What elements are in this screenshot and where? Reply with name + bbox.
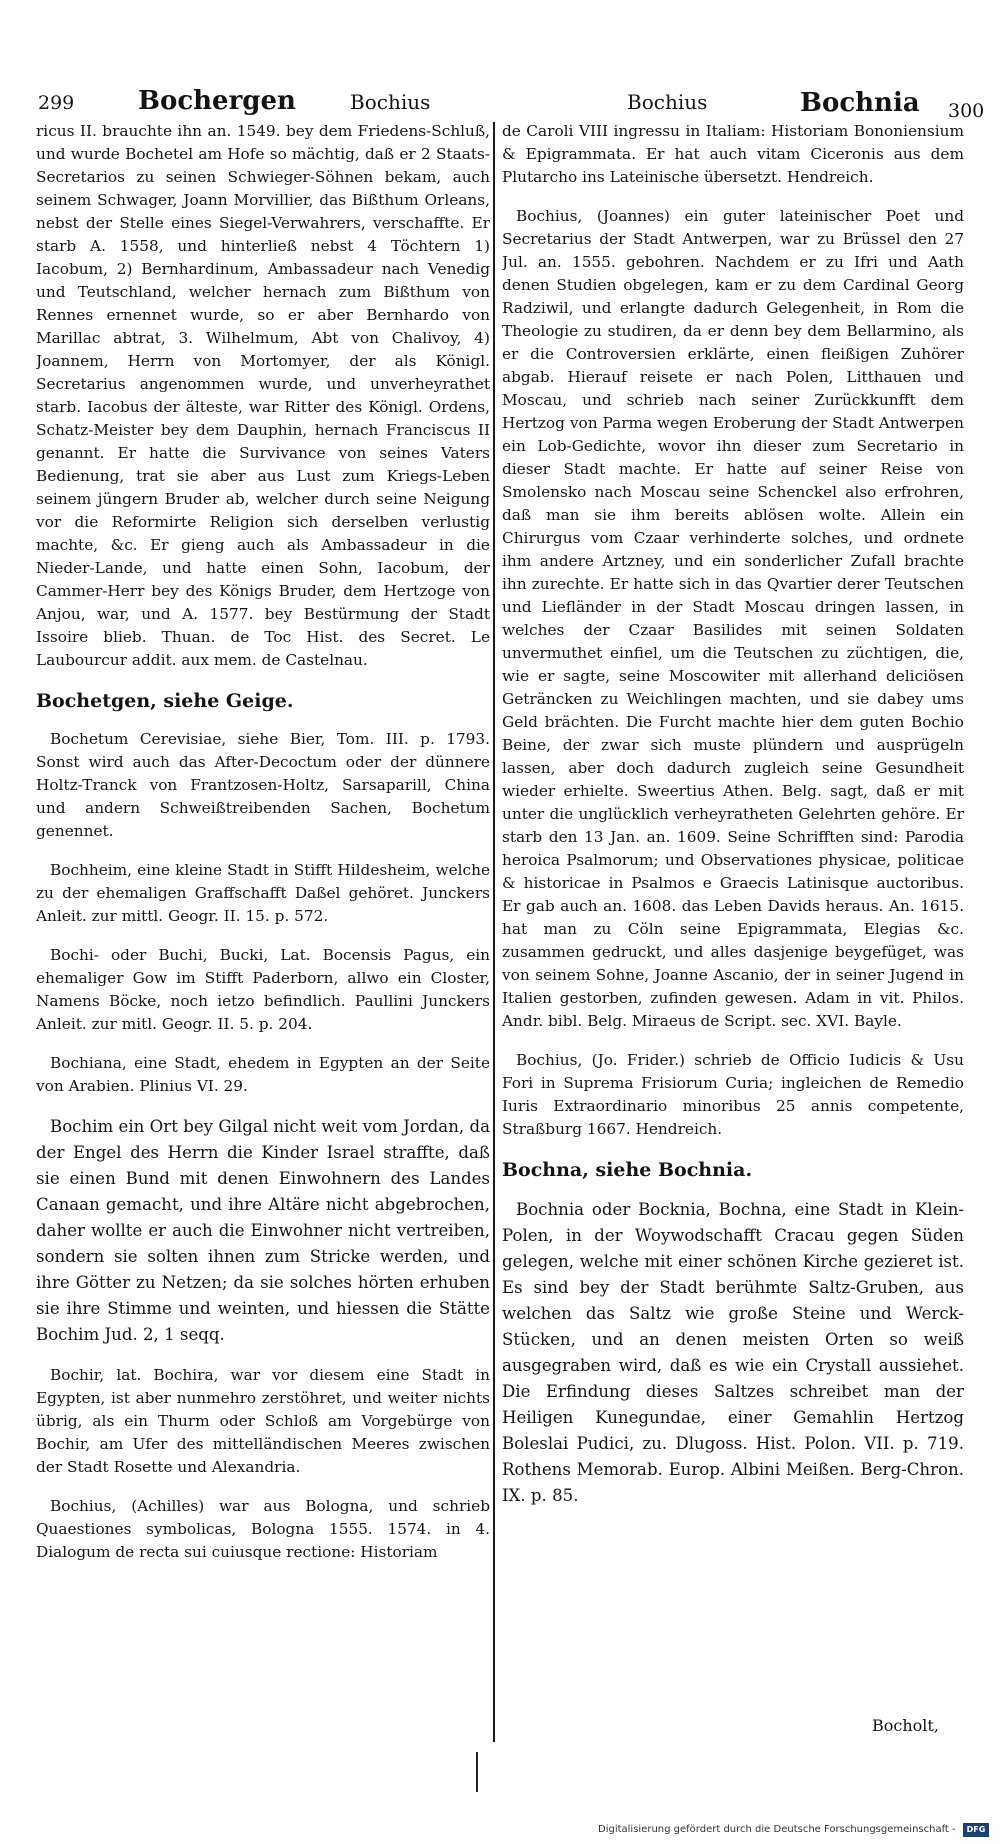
lexicon-entry: Bochi- oder Buchi, Bucki, Lat. Bocensis Pagus, ein ehemaliger Gow im Stifft Paderborn, allwo ein Closter, Namens Böcke, noch ietzo befindlich. Paullini Junckers Anleit. zur mitl. Geogr. II. 5. p. 204. — [36, 946, 490, 1033]
lexicon-entry: Bochir, lat. Bochira, war vor diesem eine Stadt in Egypten, ist aber nunmehro zerstöhret, und weiter nichts übrig, als ein Thurm oder Schloß am Vorgebürge von Bochir, am Ufer des mittelländischen Meeres zwischen der Stadt Rosette und Alexandria. — [36, 1366, 490, 1476]
running-head-left-word: Bochius — [350, 90, 431, 114]
cross-reference-heading: Bochetgen, siehe Geige. — [36, 690, 294, 712]
margin-stroke — [476, 1752, 478, 1792]
lexicon-entry: de Caroli VIII ingressu in Italiam: Historiam Bononiensium & Epigrammata. Er hat auch vitam Ciceronis aus dem Plutarcho ins Lateinische übersetzt. Hendreich. — [502, 122, 964, 186]
lexicon-entry: Bochius, (Joannes) ein guter lateinischer Poet und Secretarius der Stadt Antwerpen, war zu Brüssel den 27 Jul. an. 1555. gebohren. Nachdem er zu Ifri und Aath denen Studien obgelegen, kam er zu dem Cardinal Georg Radziwil, und erlangte dadurch Gelegenheit, in Rom die Theologie zu studiren, da er denn bey dem Bellarmino, als er die Controversien erklärte, einen fleißigen Zuhörer abgab. Hierauf reisete er nach Polen, Litthauen und Moscau, und schrieb nach seiner Zurückkunfft dem Hertzog von Parma wegen Eroberung der Stadt Antwerpen ein Lob-Gedichte, wovor ihn dieser zum Secretario in dieser Stadt machte. Er hatte auf seiner Reise von Smolensko nach Moscau seine Schenckel also erfrohren, daß man sie ihm bereits ablösen wolte. Allein ein Chirurgus vom Czaar verhinderte solches, und ordnete ihm andere Artzney, und ein sonderlicher Zufall brachte ihn zurechte. Er hatte sich in das Qvartier derer Teutschen und Liefländer in der Stadt Moscau dringen lassen, in welches der Czaar Basilides mit seinen Soldaten unvermuthet einfiel, um die Teutschen zu züchtigen, die, wie er sagte, seine Moscowiter mit allerhand deliciösen Geträncken zu Weichlingen machten, und sie dabey ums Geld brächten. Die Furcht machte hier dem guten Bochio Beine, der zwar sich muste plündern und ausprügeln lassen, aber doch dadurch zugleich seine Gesundheit wieder erhielte. Sweertius Athen. Belg. sagt, daß er mit unter die unglücklich verheyratheten Gelehrten gehöre. Er starb den 13 Jan. an. 1609. Seine Schrifften sind: Parodia heroica Psalmorum; und Observationes physicae, politicae & historicae in Psalmos e Graecis Latinisque auctoribus. Er gab auch an. 1608. das Leben Davids heraus. An. 1615. hat man zu Cöln seine Epigrammata, Elegias &c. zusammen gedruckt, und alles dasjenige beygefüget, was von seinem Sohne, Joanne Ascanio, der in seiner Jugend in Italien gestorben, zufinden gewesen. Adam in vit. Philos. Andr. bibl. Belg. Miraeus de Script. sec. XVI. Bayle. — [502, 207, 964, 1030]
running-head-left-keyword: Bochergen — [138, 86, 296, 116]
digitization-credit: Digitalisierung gefördert durch die Deutsche Forschungsgemeinschaft - — [598, 1824, 956, 1835]
right-column — [502, 120, 964, 1800]
lexicon-entry: Bochheim, eine kleine Stadt in Stifft Hildesheim, welche zu der ehemaligen Graffschafft Daßel gehöret. Junckers Anleit. zur mittl. Geogr. II. 15. p. 572. — [36, 861, 490, 925]
running-head-right-keyword: Bochnia — [800, 88, 920, 118]
cross-reference-heading: Bochna, siehe Bochnia. — [502, 1159, 753, 1181]
lexicon-entry: ricus II. brauchte ihn an. 1549. bey dem Friedens-Schluß, und wurde Bochetel am Hofe so mächtig, daß er 2 Staats-Secretarios zu seinen Schwieger-Söhnen bekam, auch seinem Schwager, Joann Morvillier, das Bißthum Orleans, nebst der Stelle eines Siegel-Verwahrers, verschaffte. Er starb A. 1558, und hinterließ nebst 4 Töchtern 1) Iacobum, 2) Bernhardinum, Ambassadeur nach Venedig und Teutschland, welcher hernach zum Bißthum von Rennes ernennet wurde, so er aber Bernhardo von Marillac abtrat, 3. Wilhelmum, Abt von Chalivoy, 4) Joannem, Herrn von Mortomyer, der als Königl. Secretarius angenommen wurde, und unverheyrathet starb. Iacobus der älteste, war Ritter des Königl. Ordens, Schatz-Meister bey dem Dauphin, hernach Franciscus II genannt. Er hatte die Survivance von seines Vaters Bedienung, trat sie aber aus Lust zum Kriegs-Leben seinem jüngern Bruder ab, welcher durch seine Neigung vor die Reformirte Religion sich derselben verlustig machte, &c. Er gieng auch als Ambassadeur in die Nieder-Lande, und hatte einen Sohn, Iacobum, der Cammer-Herr bey des Königs Bruder, dem Hertzoge von Anjou, war, und A. 1577. bey Bestürmung der Stadt Issoire blieb. Thuan. de Toc Hist. des Secret. Le Laubourcur addit. aux mem. de Castelnau. — [36, 122, 490, 669]
dfg-logo: DFG — [963, 1823, 989, 1837]
catchword: Bocholt, — [872, 1716, 939, 1735]
lexicon-entry: Bochim ein Ort bey Gilgal nicht weit vom Jordan, da der Engel des Herrn die Kinder Israel straffte, daß sie einen Bund mit denen Einwohnern des Landes Canaan gemacht, und ihre Altäre nicht abgebrochen, daher wollte er auch die Einwohner nicht vertreiben, sondern sie solten ihnen zum Stricke werden, und ihre Götter zu Netzen; da sie solches hörten erhuben sie ihre Stimme und weinten, und hiessen die Stätte Bochim Jud. 2, 1 seqq. — [36, 1117, 490, 1344]
lexicon-entry: Bochius, (Achilles) war aus Bologna, und schrieb Quaestiones symbolicas, Bologna 1555. 1574. in 4. Dialogum de recta sui cuiusque rectione: Historiam — [36, 1497, 490, 1561]
page-header — [30, 84, 985, 122]
lexicon-entry: Bochnia oder Bocknia, Bochna, eine Stadt in Klein-Polen, in der Woywodschafft Cracau gegen Süden gelegen, welche mit einer schönen Kirche gezieret ist. Es sind bey der Stadt berühmte Saltz-Gruben, aus welchen das Saltz wie große Steine und Werck-Stücken, und an denen meisten Orten so weiß ausgegraben wird, daß es wie ein Crystall aussiehet. Die Erfindung dieses Saltzes schreibet man der Heiligen Kunegundae, einer Gemahlin Hertzog Boleslai Pudici, zu. Dlugoss. Hist. Polon. VII. p. 719. Rothens Memorab. Europ. Albini Meißen. Berg-Chron. IX. p. 85. — [502, 1200, 964, 1505]
lexicon-entry: Bochiana, eine Stadt, ehedem in Egypten an der Seite von Arabien. Plinius VI. 29. — [36, 1054, 490, 1095]
column-divider — [493, 122, 495, 1742]
page-number-right: 300 — [948, 100, 985, 122]
page-number-left: 299 — [38, 92, 75, 114]
left-column — [36, 120, 490, 1800]
lexicon-entry: Bochetum Cerevisiae, siehe Bier, Tom. III. p. 1793. Sonst wird auch das After-Decoctum oder der dünnere Holtz-Tranck von Frantzosen-Holtz, Sarsaparill, China und andern Schweißtreibenden Sachen, Bochetum genennet. — [36, 730, 490, 840]
lexicon-entry: Bochius, (Jo. Frider.) schrieb de Officio Iudicis & Usu Fori in Suprema Frisiorum Curia; ingleichen de Remedio Iuris Extraordinario minoribus 25 annis competente, Straßburg 1667. Hendreich. — [502, 1051, 964, 1138]
running-head-right-word: Bochius — [627, 90, 708, 114]
